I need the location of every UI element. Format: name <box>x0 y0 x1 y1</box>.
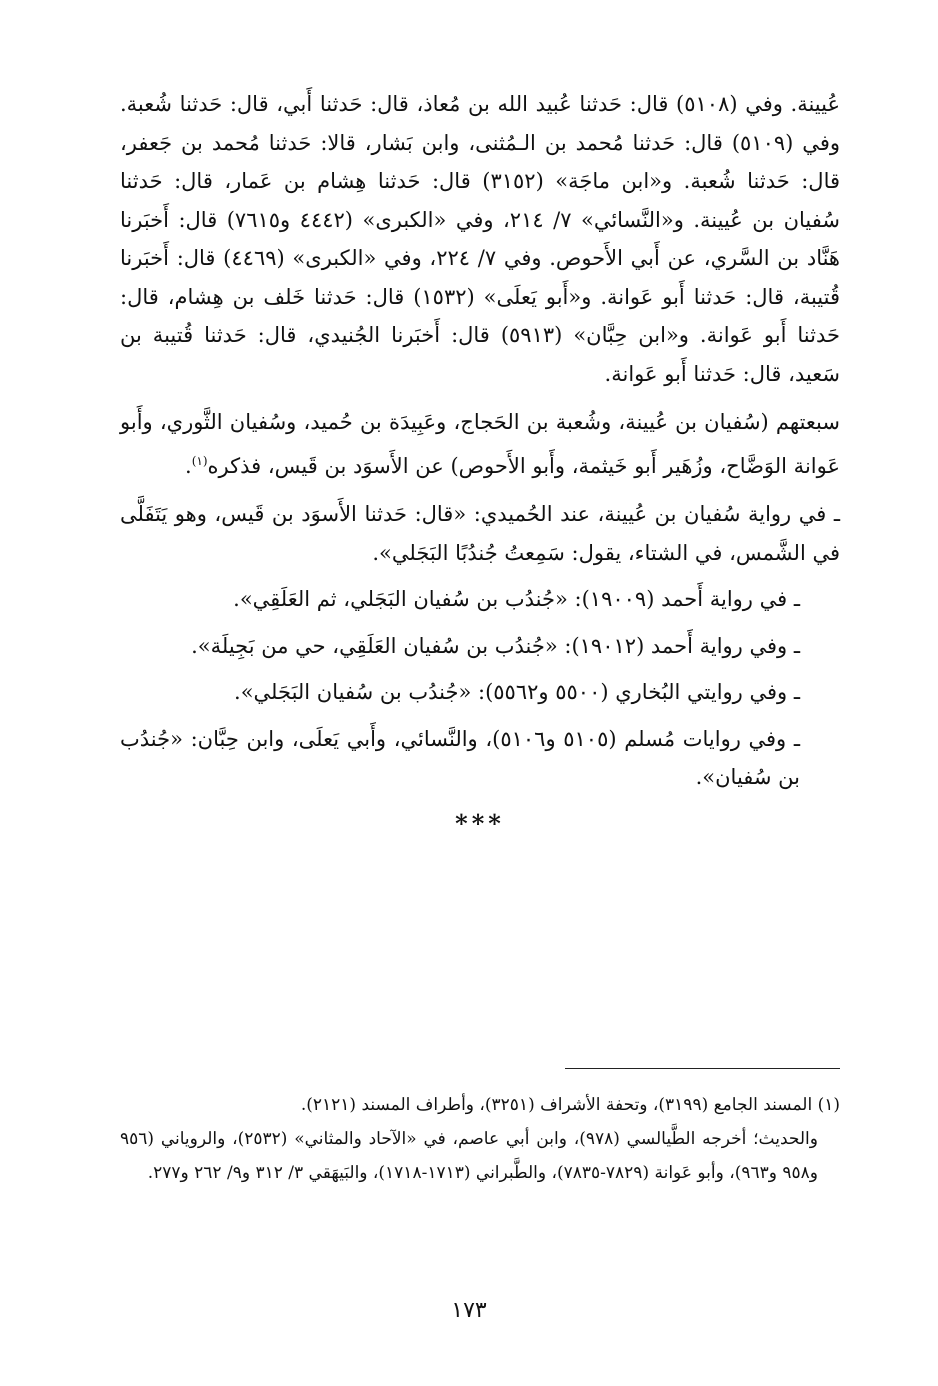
section-separator: *** <box>455 808 505 838</box>
variant-note-4: ـ وفي روايتي البُخاري (٥٥٠٠ و٥٥٦٢): «جُندُب بن سُفيان البَجَلي». <box>234 680 800 704</box>
variant-note-1: ـ في رواية سُفيان بن عُيينة، عند الحُميدي: «قال: حَدثنا الأَسوَد بن قَيس، وهو يَتَفَلَّى في الشَّمس، في الشتاء، يقول: سَمِعتُ جُندُبًا البَجَلي». <box>120 502 840 565</box>
variant-note-5: ـ وفي روايات مُسلم (٥١٠٥ و٥١٠٦)، والنَّسائي، وأَبي يَعلَى، وابن حِبَّان: «جُندُب بن سُفيان». <box>120 726 800 789</box>
footnote-divider <box>565 1068 840 1069</box>
paragraph-narrators-text: سبعتهم (سُفيان بن عُيينة، وشُعبة بن الحَجاج، وعَبِيدَة بن حُميد، وسُفيان الثَّوري، وأَبو عَوانة الوَضَّاح، وزُهَير أَبو خَيثمة، وأَبو الأَحوص) عن الأَسوَد بن قَيس، فذكره <box>120 410 840 478</box>
footnote-1-continuation: والحديث؛ أخرجه الطَّيالسي (٩٧٨)، وابن أبي عاصم، في «الآحاد والمثاني» (٢٥٣٢)، والروياني (٩٥٦ و٩٥٨ و٩٦٣)، وأبو عَوانة (٧٨٢٩-٧٨٣٥)، والطَّبراني (١٧١٣-١٧١٨)، والبَيهَقي ٣/ ٣١٢ و٩/ ٢٦٢ و٢٧٧. <box>120 1129 818 1183</box>
variant-note-3: ـ وفي رواية أَحمد (١٩٠١٢): «جُندُب بن سُفيان العَلَقِي، حي من بَجِيلَة». <box>191 633 800 658</box>
footnote-reference[interactable]: (١) <box>191 453 208 468</box>
page-number: ١٧٣ <box>451 1298 487 1323</box>
paragraph-hadith-chains: عُيينة. وفي (٥١٠٨) قال: حَدثنا عُبيد الله بن مُعاذ، قال: حَدثنا أَبي، قال: حَدثنا شُعبة. وفي (٥١٠٩) قال: حَدثنا مُحمد بن الـمُثنى، وابن بَشار، قالا: حَدثنا مُحمد بن جَعفر، قال: حَدثنا شُعبة. و«ابن ماجَة» (٣١٥٢) قال: حَدثنا هِشام بن عَمار، قال: حَدثنا سُفيان بن عُيينة. و«النَّسائي» ٧/ ٢١٤، وفي «الكبرى» (٤٤٤٢ و٧٦١٥) قال: أَخبَرنا هَنَّاد بن السَّري، عن أَبي الأَحوص. وفي ٧/ ٢٢٤، وفي «الكبرى» (٤٤٦٩) قال: أَخبَرنا قُتيبة، قال: حَدثنا أَبو عَوانة. و«أَبو يَعلَى» (١٥٣٢) قال: حَدثنا خَلف بن هِشام، قال: حَدثنا أَبو عَوانة. و«ابن حِبَّان» (٥٩١٣) قال: أَخبَرنا الجُنيدي، قال: حَدثنا قُتيبة بن سَعيد، قال: حَدثنا أَبو عَوانة. <box>120 92 841 386</box>
footnotes <box>120 1088 840 1190</box>
paragraph-narrators-end: . <box>185 453 192 478</box>
paragraph-narrators <box>120 403 840 485</box>
main-text <box>120 85 840 856</box>
footnote-1: (١) المسند الجامع (٣١٩٩)، وتحفة الأشراف (٣٢٥١)، وأطراف المسند (٢١٢١). <box>300 1095 840 1115</box>
variant-note-2: ـ في رواية أَحمد (١٩٠٠٩): «جُندُب بن سُفيان البَجَلي، ثم العَلَقِي». <box>233 587 800 611</box>
